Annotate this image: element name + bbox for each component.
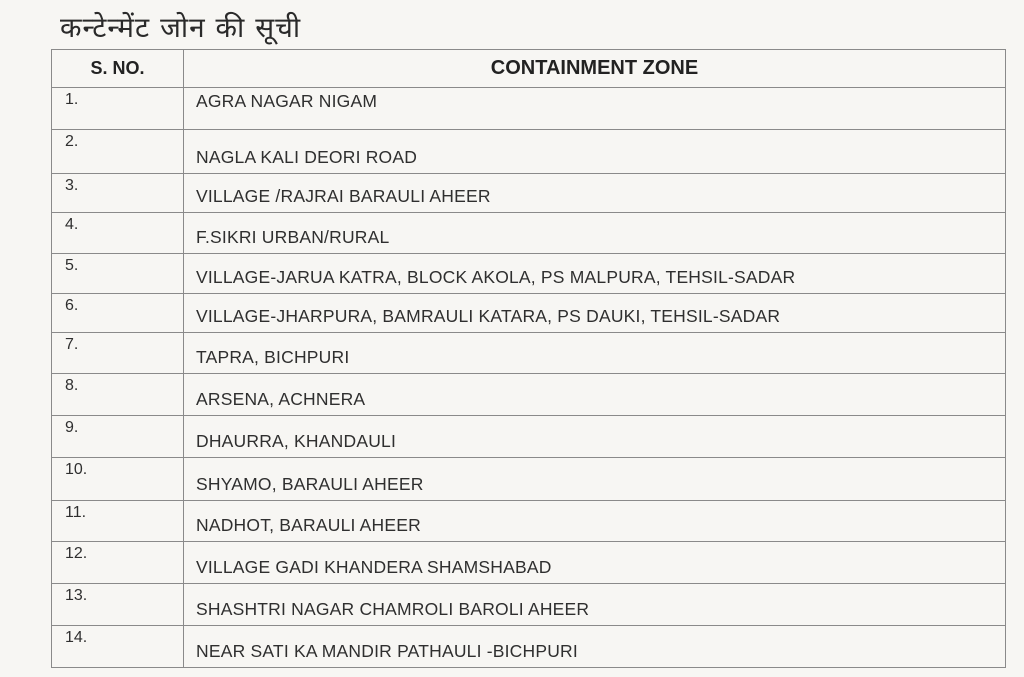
table-row	[52, 333, 1006, 374]
serial-number-cell: 5.	[52, 254, 184, 294]
serial-number-cell: 8.	[52, 374, 184, 416]
zone-name-cell: VILLAGE-JARUA KATRA, BLOCK AKOLA, PS MALPURA, TEHSIL-SADAR	[184, 254, 1006, 294]
zone-name-cell: SHASHTRI NAGAR CHAMROLI BAROLI AHEER	[184, 584, 1006, 626]
zone-name-cell: TAPRA, BICHPURI	[184, 333, 1006, 374]
table-row	[52, 626, 1006, 668]
serial-number-cell: 14.	[52, 626, 184, 668]
serial-number-cell: 7.	[52, 333, 184, 374]
zone-name-cell: VILLAGE GADI KHANDERA SHAMSHABAD	[184, 542, 1006, 584]
table-row	[52, 174, 1006, 213]
zone-name-cell: F.SIKRI URBAN/RURAL	[184, 213, 1006, 254]
zone-name-cell: AGRA NAGAR NIGAM	[184, 88, 1006, 130]
serial-number-cell: 2.	[52, 130, 184, 174]
serial-number-cell: 4.	[52, 213, 184, 254]
table-row	[52, 458, 1006, 501]
zone-name-cell: NADHOT, BARAULI AHEER	[184, 501, 1006, 542]
zone-name-cell: NEAR SATI KA MANDIR PATHAULI -BICHPURI	[184, 626, 1006, 668]
header-containment-zone: CONTAINMENT ZONE	[184, 50, 1006, 88]
zone-name-cell: NAGLA KALI DEORI ROAD	[184, 130, 1006, 174]
table-row	[52, 254, 1006, 294]
table-row	[52, 501, 1006, 542]
zone-name-cell: ARSENA, ACHNERA	[184, 374, 1006, 416]
zone-name-cell: VILLAGE-JHARPURA, BAMRAULI KATARA, PS DAUKI, TEHSIL-SADAR	[184, 294, 1006, 333]
table-row	[52, 88, 1006, 130]
zone-name-cell: SHYAMO, BARAULI AHEER	[184, 458, 1006, 501]
containment-zone-table	[51, 49, 1006, 668]
table-row	[52, 213, 1006, 254]
serial-number-cell: 9.	[52, 416, 184, 458]
table-row	[52, 542, 1006, 584]
table-row	[52, 294, 1006, 333]
header-serial-number: S. NO.	[52, 50, 184, 88]
zone-name-cell: VILLAGE /RAJRAI BARAULI AHEER	[184, 174, 1006, 213]
serial-number-cell: 6.	[52, 294, 184, 333]
table-row	[52, 374, 1006, 416]
serial-number-cell: 10.	[52, 458, 184, 501]
zone-name-cell: DHAURRA, KHANDAULI	[184, 416, 1006, 458]
page-title: कन्टेन्मेंट जोन की सूची	[60, 11, 302, 44]
table-header-row	[52, 50, 1006, 88]
serial-number-cell: 12.	[52, 542, 184, 584]
serial-number-cell: 11.	[52, 501, 184, 542]
serial-number-cell: 13.	[52, 584, 184, 626]
serial-number-cell: 1.	[52, 88, 184, 130]
table-row	[52, 584, 1006, 626]
serial-number-cell: 3.	[52, 174, 184, 213]
table-row	[52, 416, 1006, 458]
table-row	[52, 130, 1006, 174]
